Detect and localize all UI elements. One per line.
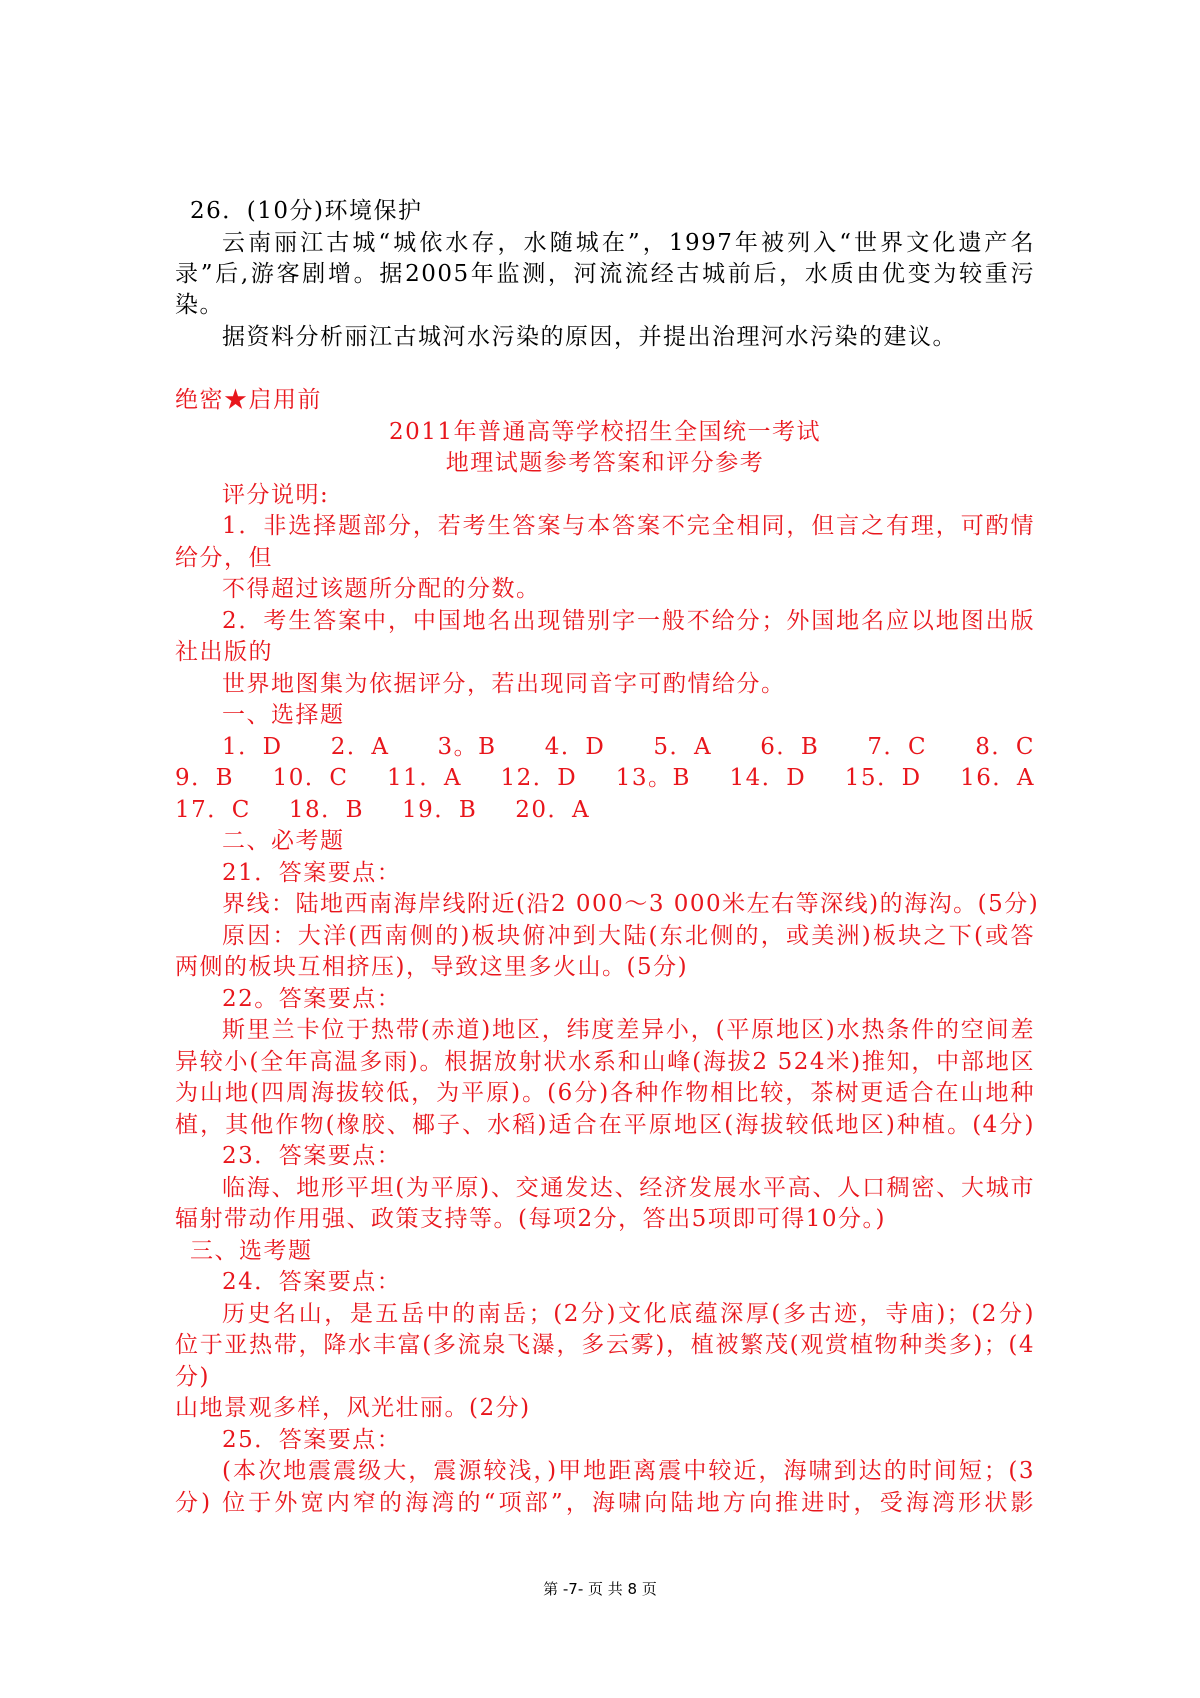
q25-answer-line: (本次地震震级大，震源较浅，)甲地距离震中较近，海啸到达的时间短；(3 xyxy=(222,1458,1035,1484)
mc-answer: 18．B xyxy=(288,797,365,823)
secret-mark: 绝密★启用前 xyxy=(175,387,322,413)
q21-answer-line: 两侧的板块互相挤压)，导致这里多火山。(5分) xyxy=(175,954,689,980)
mc-answer-row xyxy=(175,794,1035,826)
q24-answer-line: 山地景观多样，风光壮丽。(2分) xyxy=(175,1395,531,1421)
mc-answer: 19．B xyxy=(402,797,478,823)
q24-answer-line: 位于亚热带，降水丰富(多流泉飞瀑，多云雾)，植被繁茂(观赏植物种类多)；(4 xyxy=(175,1332,1035,1358)
mc-answer: 2．A xyxy=(330,734,390,760)
q24-heading: 24．答案要点： xyxy=(222,1269,402,1295)
mc-answer: 10．C xyxy=(272,765,349,791)
mc-answer: 11．A xyxy=(387,765,462,791)
mc-answer: 15．D xyxy=(844,765,922,791)
q22-answer-line: 斯里兰卡位于热带(赤道)地区，纬度差异小，(平原地区)水热条件的空间差 xyxy=(222,1017,1035,1043)
q24-answer-line: 分) xyxy=(175,1364,210,1390)
section-heading-elective: 三、选考题 xyxy=(190,1238,313,1264)
q21-heading: 21．答案要点： xyxy=(222,860,402,886)
q23-answer-line: 临海、地形平坦(为平原)、交通发达、经济发展水平高、人口稠密、大城市 xyxy=(222,1175,1035,1201)
mc-answer: 1．D xyxy=(222,734,283,760)
mc-answer: 7．C xyxy=(867,734,928,760)
mc-answer: 20．A xyxy=(515,797,591,823)
q22-heading: 22。答案要点： xyxy=(222,986,402,1012)
scoring-rule-line: 1．非选择题部分，若考生答案与本答案不完全相同，但言之有理，可酌情 xyxy=(222,513,1035,539)
mc-answer: 17．C xyxy=(175,797,251,823)
mc-answer: 8．C xyxy=(975,734,1035,760)
scoring-heading: 评分说明: xyxy=(222,482,330,508)
mc-answer: 5．A xyxy=(653,734,713,760)
mc-answer: 16．A xyxy=(960,765,1035,791)
mc-answer: 14．D xyxy=(729,765,807,791)
mc-answer-row xyxy=(222,731,1035,763)
section-heading-required: 二、必考题 xyxy=(222,828,345,854)
answer-key-subtitle: 地理试题参考答案和评分参考 xyxy=(445,450,765,476)
q26-prompt: 据资料分析丽江古城河水污染的原因，并提出治理河水污染的建议。 xyxy=(222,324,957,350)
scoring-rule-line: 世界地图集为依据评分，若出现同音字可酌情给分。 xyxy=(222,671,786,697)
scoring-rule-line: 给分，但 xyxy=(175,545,273,571)
q23-answer-line: 辐射带动作用强、政策支持等。(每项2分，答出5项即可得10分。) xyxy=(175,1206,886,1232)
scoring-rule-line: 不得超过该题所分配的分数。 xyxy=(222,576,541,602)
page-number-footer: 第 -7- 页 共 8 页 xyxy=(543,1580,657,1598)
mc-answer: 9．B xyxy=(175,765,235,791)
q26-paragraph-line: 染。 xyxy=(175,292,224,318)
q25-heading: 25．答案要点： xyxy=(222,1427,402,1453)
q24-answer-line: 历史名山，是五岳中的南岳；(2分)文化底蕴深厚(多古迹，寺庙)；(2分) xyxy=(222,1301,1035,1327)
q26-paragraph-line: 录”后,游客剧增。据2005年监测，河流流经古城前后，水质由优变为较重污 xyxy=(175,261,1035,287)
q22-answer-line: 植，其他作物(橡胶、椰子、水稻)适合在平原地区(海拔较低地区)种植。(4分) xyxy=(175,1112,1035,1138)
mc-answer: 3。B xyxy=(437,734,497,760)
mc-answer-row xyxy=(175,762,1035,794)
q22-answer-line: 异较小(全年高温多雨)。根据放射状水系和山峰(海拔2 524米)推知，中部地区 xyxy=(175,1049,1035,1075)
q21-answer-line: 界线：陆地西南海岸线附近(沿2 000～3 000米左右等深线)的海沟。(5分) xyxy=(222,891,1040,917)
scoring-rule-line: 社出版的 xyxy=(175,639,273,665)
mc-answer: 13。B xyxy=(615,765,691,791)
mc-answer: 12．D xyxy=(500,765,578,791)
mc-answer: 6．B xyxy=(760,734,820,760)
q26-paragraph-line: 云南丽江古城“城依水存，水随城在”，1997年被列入“世界文化遗产名 xyxy=(222,230,1035,256)
q26-title: 26．(10分)环境保护 xyxy=(190,198,423,224)
q23-heading: 23．答案要点： xyxy=(222,1143,402,1169)
section-heading-choice: 一、选择题 xyxy=(222,702,345,728)
q22-answer-line: 为山地(四周海拔较低，为平原)。(6分)各种作物相比较，茶树更适合在山地种 xyxy=(175,1080,1035,1106)
answer-key-title: 2011年普通高等学校招生全国统一考试 xyxy=(388,419,822,445)
q21-answer-line: 原因：大洋(西南侧的)板块俯冲到大陆(东北侧的，或美洲)板块之下(或答 xyxy=(222,923,1035,949)
scoring-rule-line: 2．考生答案中，中国地名出现错别字一般不给分；外国地名应以地图出版 xyxy=(222,608,1035,634)
mc-answer: 4．D xyxy=(544,734,606,760)
q25-answer-line: 分) 位于外宽内窄的海湾的“项部”，海啸向陆地方向推进时，受海湾形状影 xyxy=(175,1490,1035,1516)
